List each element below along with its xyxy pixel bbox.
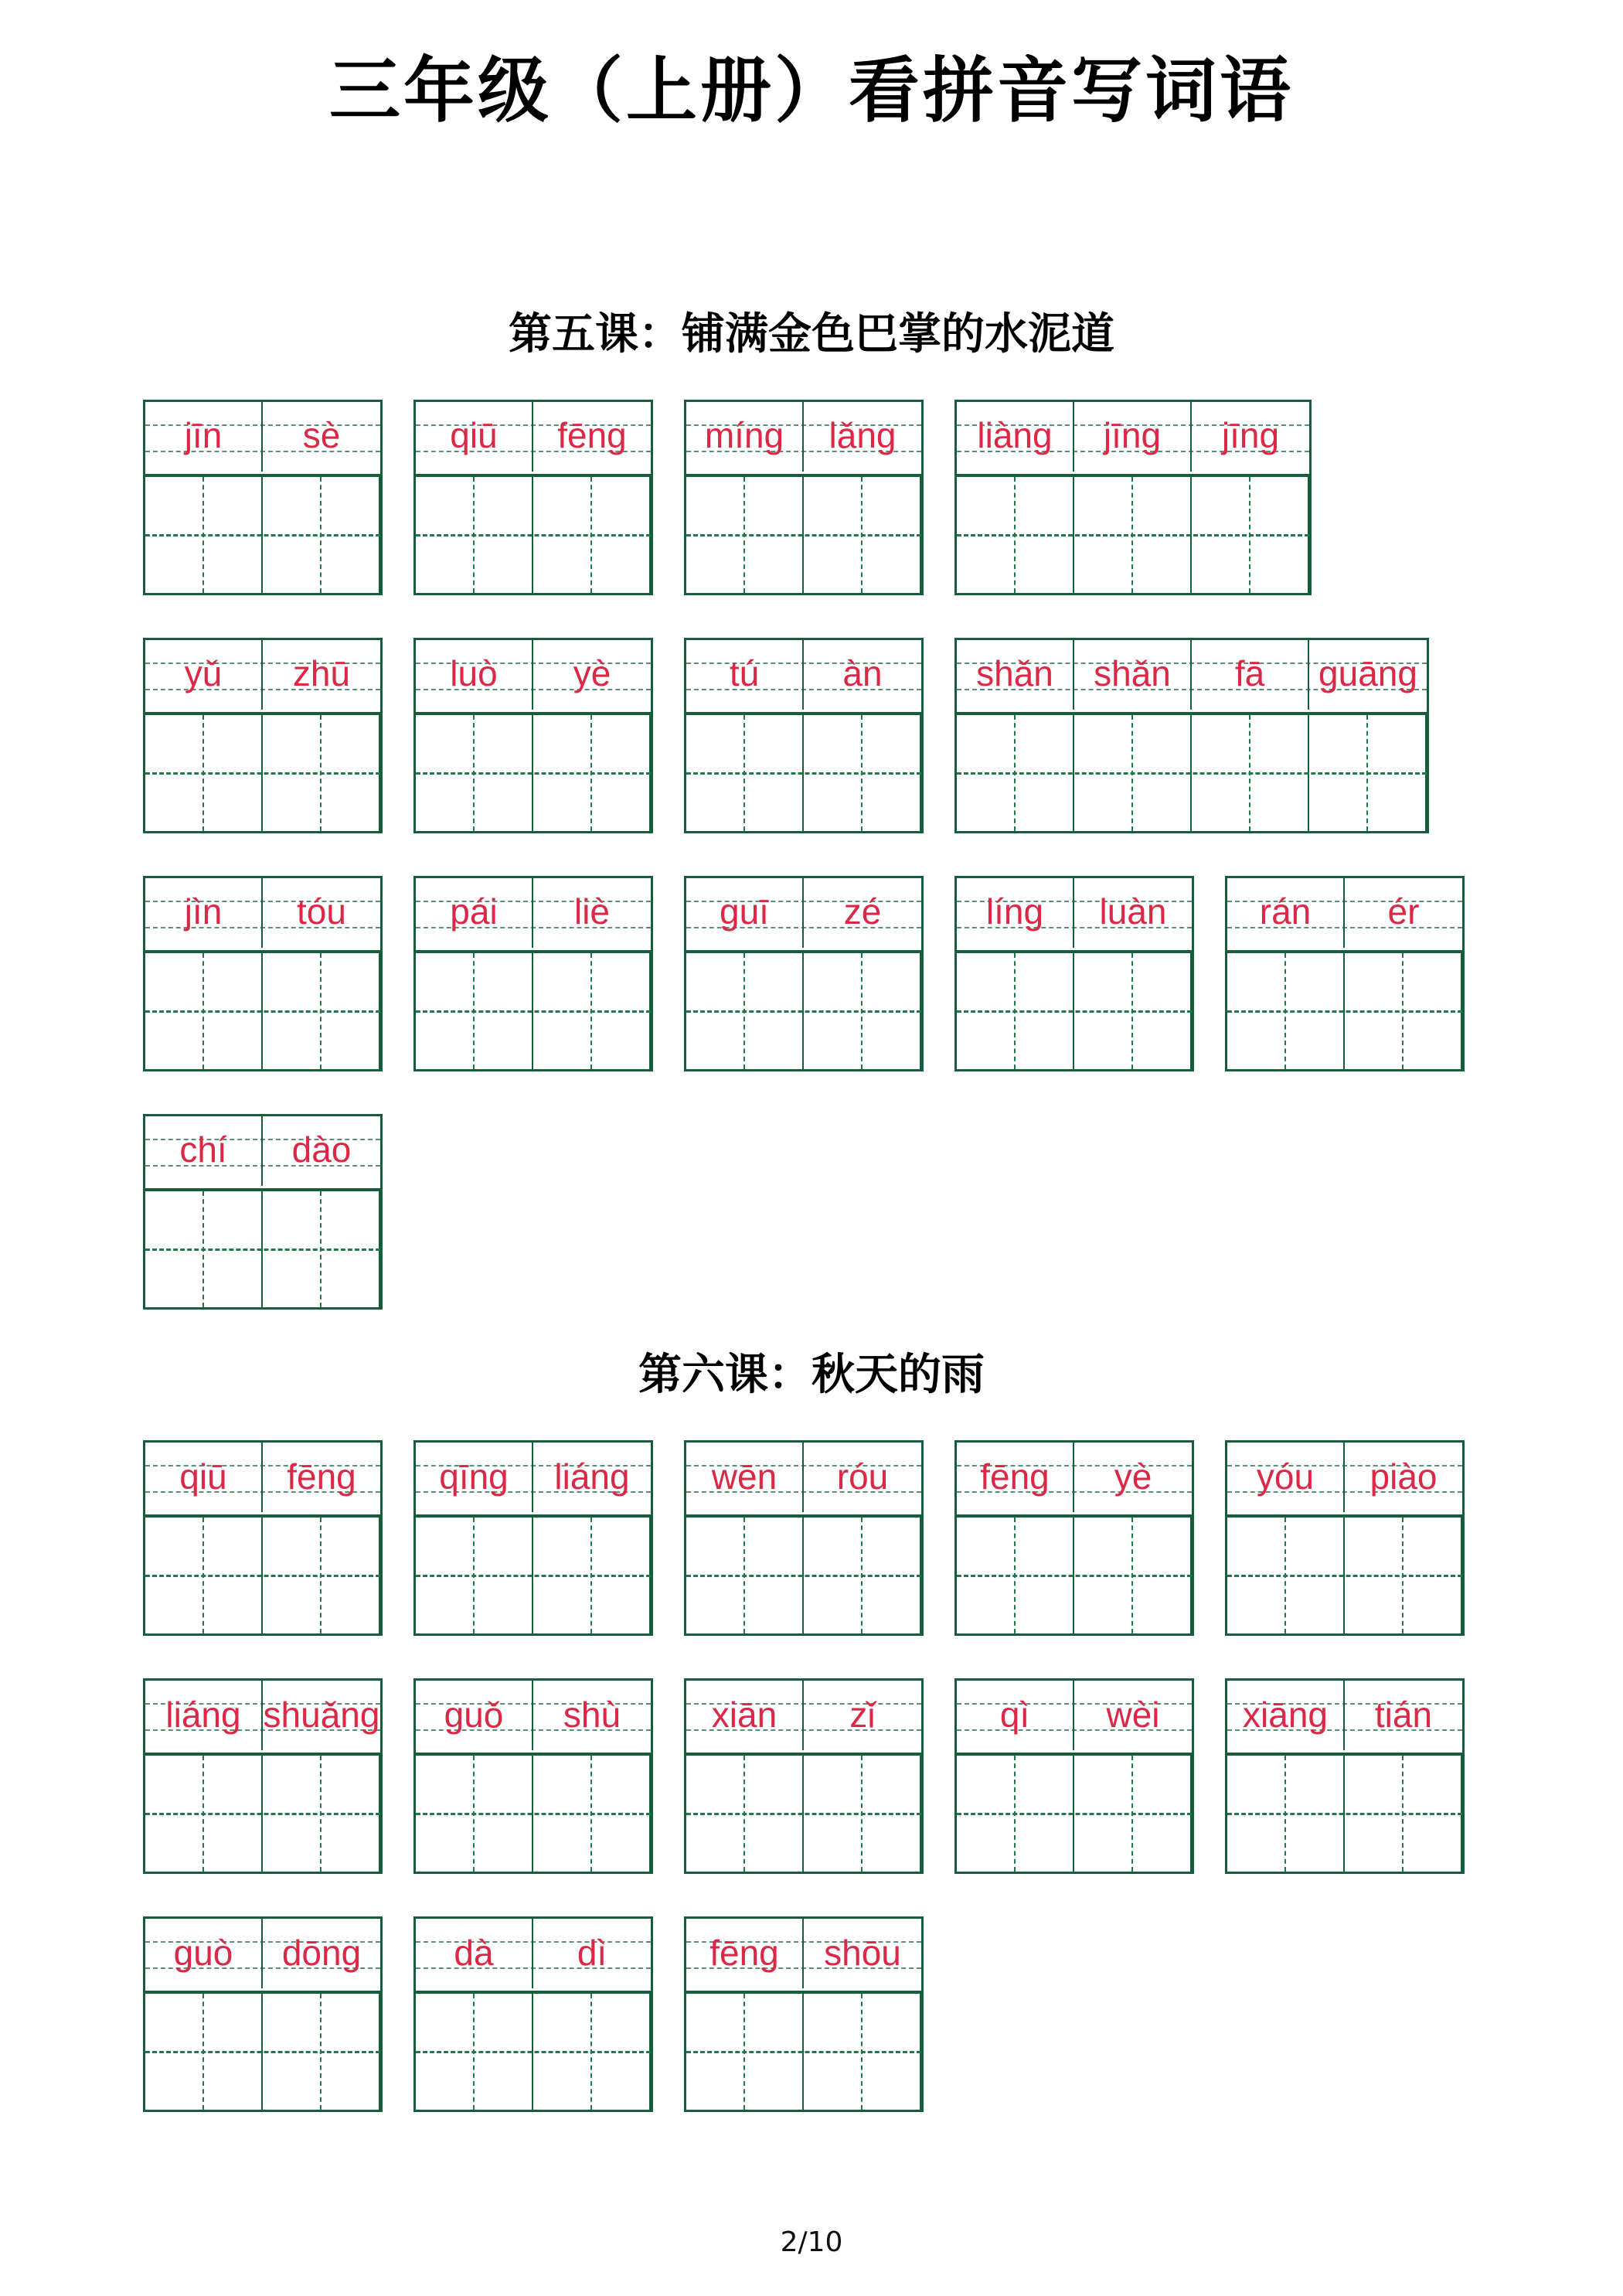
word-block: [143, 1114, 383, 1310]
write-row-center-dashed-line: [145, 1813, 380, 1815]
pinyin-row: [145, 878, 380, 953]
word-block: [143, 876, 383, 1071]
write-row: [686, 1518, 921, 1633]
pinyin-syllable: luò: [416, 638, 533, 710]
write-row-center-dashed-line: [686, 1813, 921, 1815]
pinyin-row: [686, 1681, 921, 1756]
pinyin-row: [957, 878, 1192, 953]
pinyin-row: [1227, 878, 1462, 953]
section-rows: [143, 1440, 1623, 2112]
pinyin-syllable: liáng: [554, 1456, 630, 1497]
pinyin-row: [416, 1919, 651, 1994]
pinyin-syllable: shuǎng: [263, 1694, 380, 1735]
write-row-center-dashed-line: [416, 534, 651, 537]
write-row: [1227, 953, 1462, 1069]
write-row: [686, 953, 921, 1069]
pinyin-syllable: dà: [416, 1916, 533, 1988]
grid-row: [143, 400, 1623, 595]
pinyin-syllable: sè: [302, 415, 341, 456]
pinyin-row: [145, 1919, 380, 1994]
pinyin-syllable: dōng: [281, 1932, 362, 1973]
write-row-center-dashed-line: [686, 1010, 921, 1013]
pinyin-syllable: jīn: [145, 400, 263, 472]
pinyin-syllable: luàn: [1099, 891, 1167, 932]
write-row: [145, 1994, 380, 2110]
pinyin-syllable: guī: [686, 876, 804, 948]
pinyin-row: [686, 1443, 921, 1518]
word-block: [684, 400, 924, 595]
pinyin-syllable: zhū: [292, 653, 351, 694]
write-row-center-dashed-line: [957, 1813, 1192, 1815]
pinyin-syllable: fā: [1192, 638, 1309, 710]
write-row: [145, 715, 380, 831]
write-row: [416, 1518, 651, 1633]
write-row: [957, 715, 1427, 831]
word-block: [413, 1440, 653, 1636]
grid-row: [143, 876, 1623, 1071]
pinyin-syllable: chí: [145, 1114, 263, 1186]
word-block: [954, 1678, 1194, 1874]
write-row-center-dashed-line: [416, 2051, 651, 2053]
page-title: 三年级（上册）看拼音写词语: [328, 52, 1294, 131]
word-block: [684, 876, 924, 1071]
write-row: [145, 953, 380, 1069]
pinyin-syllable: fēng: [957, 1440, 1074, 1512]
write-row-center-dashed-line: [686, 1575, 921, 1577]
write-row: [145, 477, 380, 593]
grid-row: [143, 1114, 1623, 1310]
section-heading: 第六课：秋天的雨: [638, 1351, 985, 1399]
write-row-center-dashed-line: [957, 1575, 1192, 1577]
write-row-center-dashed-line: [416, 772, 651, 775]
section-rows: [143, 400, 1623, 1310]
pinyin-syllable: jìn: [145, 876, 263, 948]
pinyin-syllable: dì: [577, 1932, 607, 1973]
pinyin-syllable: rán: [1227, 876, 1345, 948]
section-heading: 第五课：铺满金色巴掌的水泥道: [509, 310, 1114, 359]
write-row-center-dashed-line: [145, 1575, 380, 1577]
word-block: [413, 1678, 653, 1874]
write-row-center-dashed-line: [145, 2051, 380, 2053]
page-number: 2/10: [780, 2226, 843, 2258]
write-row-center-dashed-line: [145, 534, 380, 537]
pinyin-syllable: fēng: [686, 1916, 804, 1988]
word-block: [1225, 876, 1465, 1071]
word-block: [143, 638, 383, 833]
pinyin-syllable: qiū: [145, 1440, 263, 1512]
pinyin-syllable: qīng: [416, 1440, 533, 1512]
word-block: [954, 876, 1194, 1071]
pinyin-syllable: guò: [145, 1916, 263, 1988]
write-row-center-dashed-line: [957, 772, 1427, 775]
word-block: [143, 1440, 383, 1636]
pinyin-row: [145, 1681, 380, 1756]
write-row: [686, 715, 921, 831]
pinyin-row: [686, 402, 921, 477]
pinyin-syllable: ér: [1387, 891, 1420, 932]
pinyin-syllable: shōu: [824, 1932, 901, 1973]
write-row: [957, 953, 1192, 1069]
pinyin-syllable: àn: [842, 653, 883, 694]
word-block: [413, 876, 653, 1071]
pinyin-syllable: tóu: [297, 891, 346, 932]
pinyin-syllable: guǒ: [416, 1678, 533, 1750]
section-2: [0, 1350, 1623, 2112]
pinyin-row: [416, 1681, 651, 1756]
write-row: [145, 1518, 380, 1633]
pinyin-syllable: dào: [291, 1129, 352, 1170]
pinyin-syllable: xiāng: [1227, 1678, 1345, 1750]
pinyin-row: [145, 1116, 380, 1191]
word-block: [143, 1678, 383, 1874]
pinyin-row: [416, 640, 651, 715]
pinyin-syllable: piào: [1370, 1456, 1438, 1497]
write-row-center-dashed-line: [686, 534, 921, 537]
write-row-center-dashed-line: [416, 1813, 651, 1815]
pinyin-syllable: xiān: [686, 1678, 804, 1750]
word-block: [143, 400, 383, 595]
write-row: [145, 1756, 380, 1872]
pinyin-row: [957, 1681, 1192, 1756]
word-block: [413, 1916, 653, 2112]
pinyin-row: [145, 640, 380, 715]
pinyin-syllable: jīng: [1221, 415, 1280, 456]
pinyin-row: [416, 1443, 651, 1518]
pinyin-syllable: líng: [957, 876, 1074, 948]
write-row: [957, 1518, 1192, 1633]
write-row-center-dashed-line: [416, 1575, 651, 1577]
write-row-center-dashed-line: [1227, 1010, 1462, 1013]
word-block: [954, 638, 1429, 833]
pinyin-syllable: jīng: [1074, 400, 1192, 472]
word-block: [954, 1440, 1194, 1636]
pinyin-row: [957, 1443, 1192, 1518]
word-block: [684, 1440, 924, 1636]
write-row: [416, 715, 651, 831]
write-row-center-dashed-line: [416, 1010, 651, 1013]
pinyin-syllable: tián: [1374, 1694, 1433, 1735]
word-block: [413, 638, 653, 833]
write-row: [416, 1994, 651, 2110]
write-row-center-dashed-line: [145, 772, 380, 775]
write-row: [686, 1756, 921, 1872]
pinyin-row: [957, 640, 1427, 715]
word-block: [143, 1916, 383, 2112]
word-block: [1225, 1440, 1465, 1636]
pinyin-row: [145, 402, 380, 477]
write-row: [957, 477, 1309, 593]
word-block: [684, 1916, 924, 2112]
pinyin-syllable: róu: [836, 1456, 889, 1497]
pinyin-syllable: liáng: [145, 1678, 263, 1750]
write-row-center-dashed-line: [957, 1010, 1192, 1013]
pinyin-row: [686, 1919, 921, 1994]
pinyin-syllable: wèi: [1106, 1694, 1160, 1735]
pinyin-syllable: zǐ: [849, 1694, 876, 1735]
grid-row: [143, 1916, 1623, 2112]
pinyin-syllable: míng: [686, 400, 804, 472]
pinyin-row: [1227, 1443, 1462, 1518]
pinyin-syllable: qì: [957, 1678, 1074, 1750]
word-block: [684, 638, 924, 833]
pinyin-syllable: fēng: [557, 415, 627, 456]
pinyin-row: [416, 402, 651, 477]
write-row: [686, 1994, 921, 2110]
word-block: [684, 1678, 924, 1874]
write-row-center-dashed-line: [686, 2051, 921, 2053]
pinyin-syllable: pái: [416, 876, 533, 948]
pinyin-syllable: wēn: [686, 1440, 804, 1512]
write-row: [145, 1191, 380, 1307]
pinyin-syllable: shù: [563, 1694, 621, 1735]
grid-row: [143, 1678, 1623, 1874]
pinyin-row: [686, 878, 921, 953]
pinyin-syllable: guāng: [1318, 653, 1417, 694]
pinyin-syllable: yè: [1114, 1456, 1152, 1497]
pinyin-row: [686, 640, 921, 715]
write-row: [416, 1756, 651, 1872]
pinyin-row: [416, 878, 651, 953]
word-block: [1225, 1678, 1465, 1874]
pinyin-row: [145, 1443, 380, 1518]
write-row: [686, 477, 921, 593]
pinyin-syllable: yè: [573, 653, 611, 694]
pinyin-syllable: fēng: [287, 1456, 356, 1497]
pinyin-syllable: tú: [686, 638, 804, 710]
write-row-center-dashed-line: [145, 1010, 380, 1013]
sections-container: [0, 309, 1623, 2112]
grid-row: [143, 638, 1623, 833]
write-row-center-dashed-line: [686, 772, 921, 775]
pinyin-row: [957, 402, 1309, 477]
write-row: [957, 1756, 1192, 1872]
grid-row: [143, 1440, 1623, 1636]
pinyin-syllable: liè: [573, 891, 611, 932]
write-row: [1227, 1518, 1462, 1633]
pinyin-syllable: zé: [843, 891, 882, 932]
pinyin-syllable: qiū: [416, 400, 533, 472]
write-row: [416, 477, 651, 593]
write-row: [416, 953, 651, 1069]
section-1: [0, 309, 1623, 1310]
write-row-center-dashed-line: [1227, 1575, 1462, 1577]
pinyin-syllable: shǎn: [957, 638, 1074, 710]
pinyin-row: [1227, 1681, 1462, 1756]
pinyin-syllable: liàng: [957, 400, 1074, 472]
pinyin-syllable: shǎn: [1074, 638, 1192, 710]
pinyin-syllable: yóu: [1227, 1440, 1345, 1512]
write-row-center-dashed-line: [145, 1248, 380, 1251]
word-block: [413, 400, 653, 595]
word-block: [954, 400, 1312, 595]
write-row: [1227, 1756, 1462, 1872]
pinyin-syllable: lǎng: [829, 415, 897, 456]
write-row-center-dashed-line: [957, 534, 1309, 537]
write-row-center-dashed-line: [1227, 1813, 1462, 1815]
pinyin-syllable: yǔ: [145, 638, 263, 710]
